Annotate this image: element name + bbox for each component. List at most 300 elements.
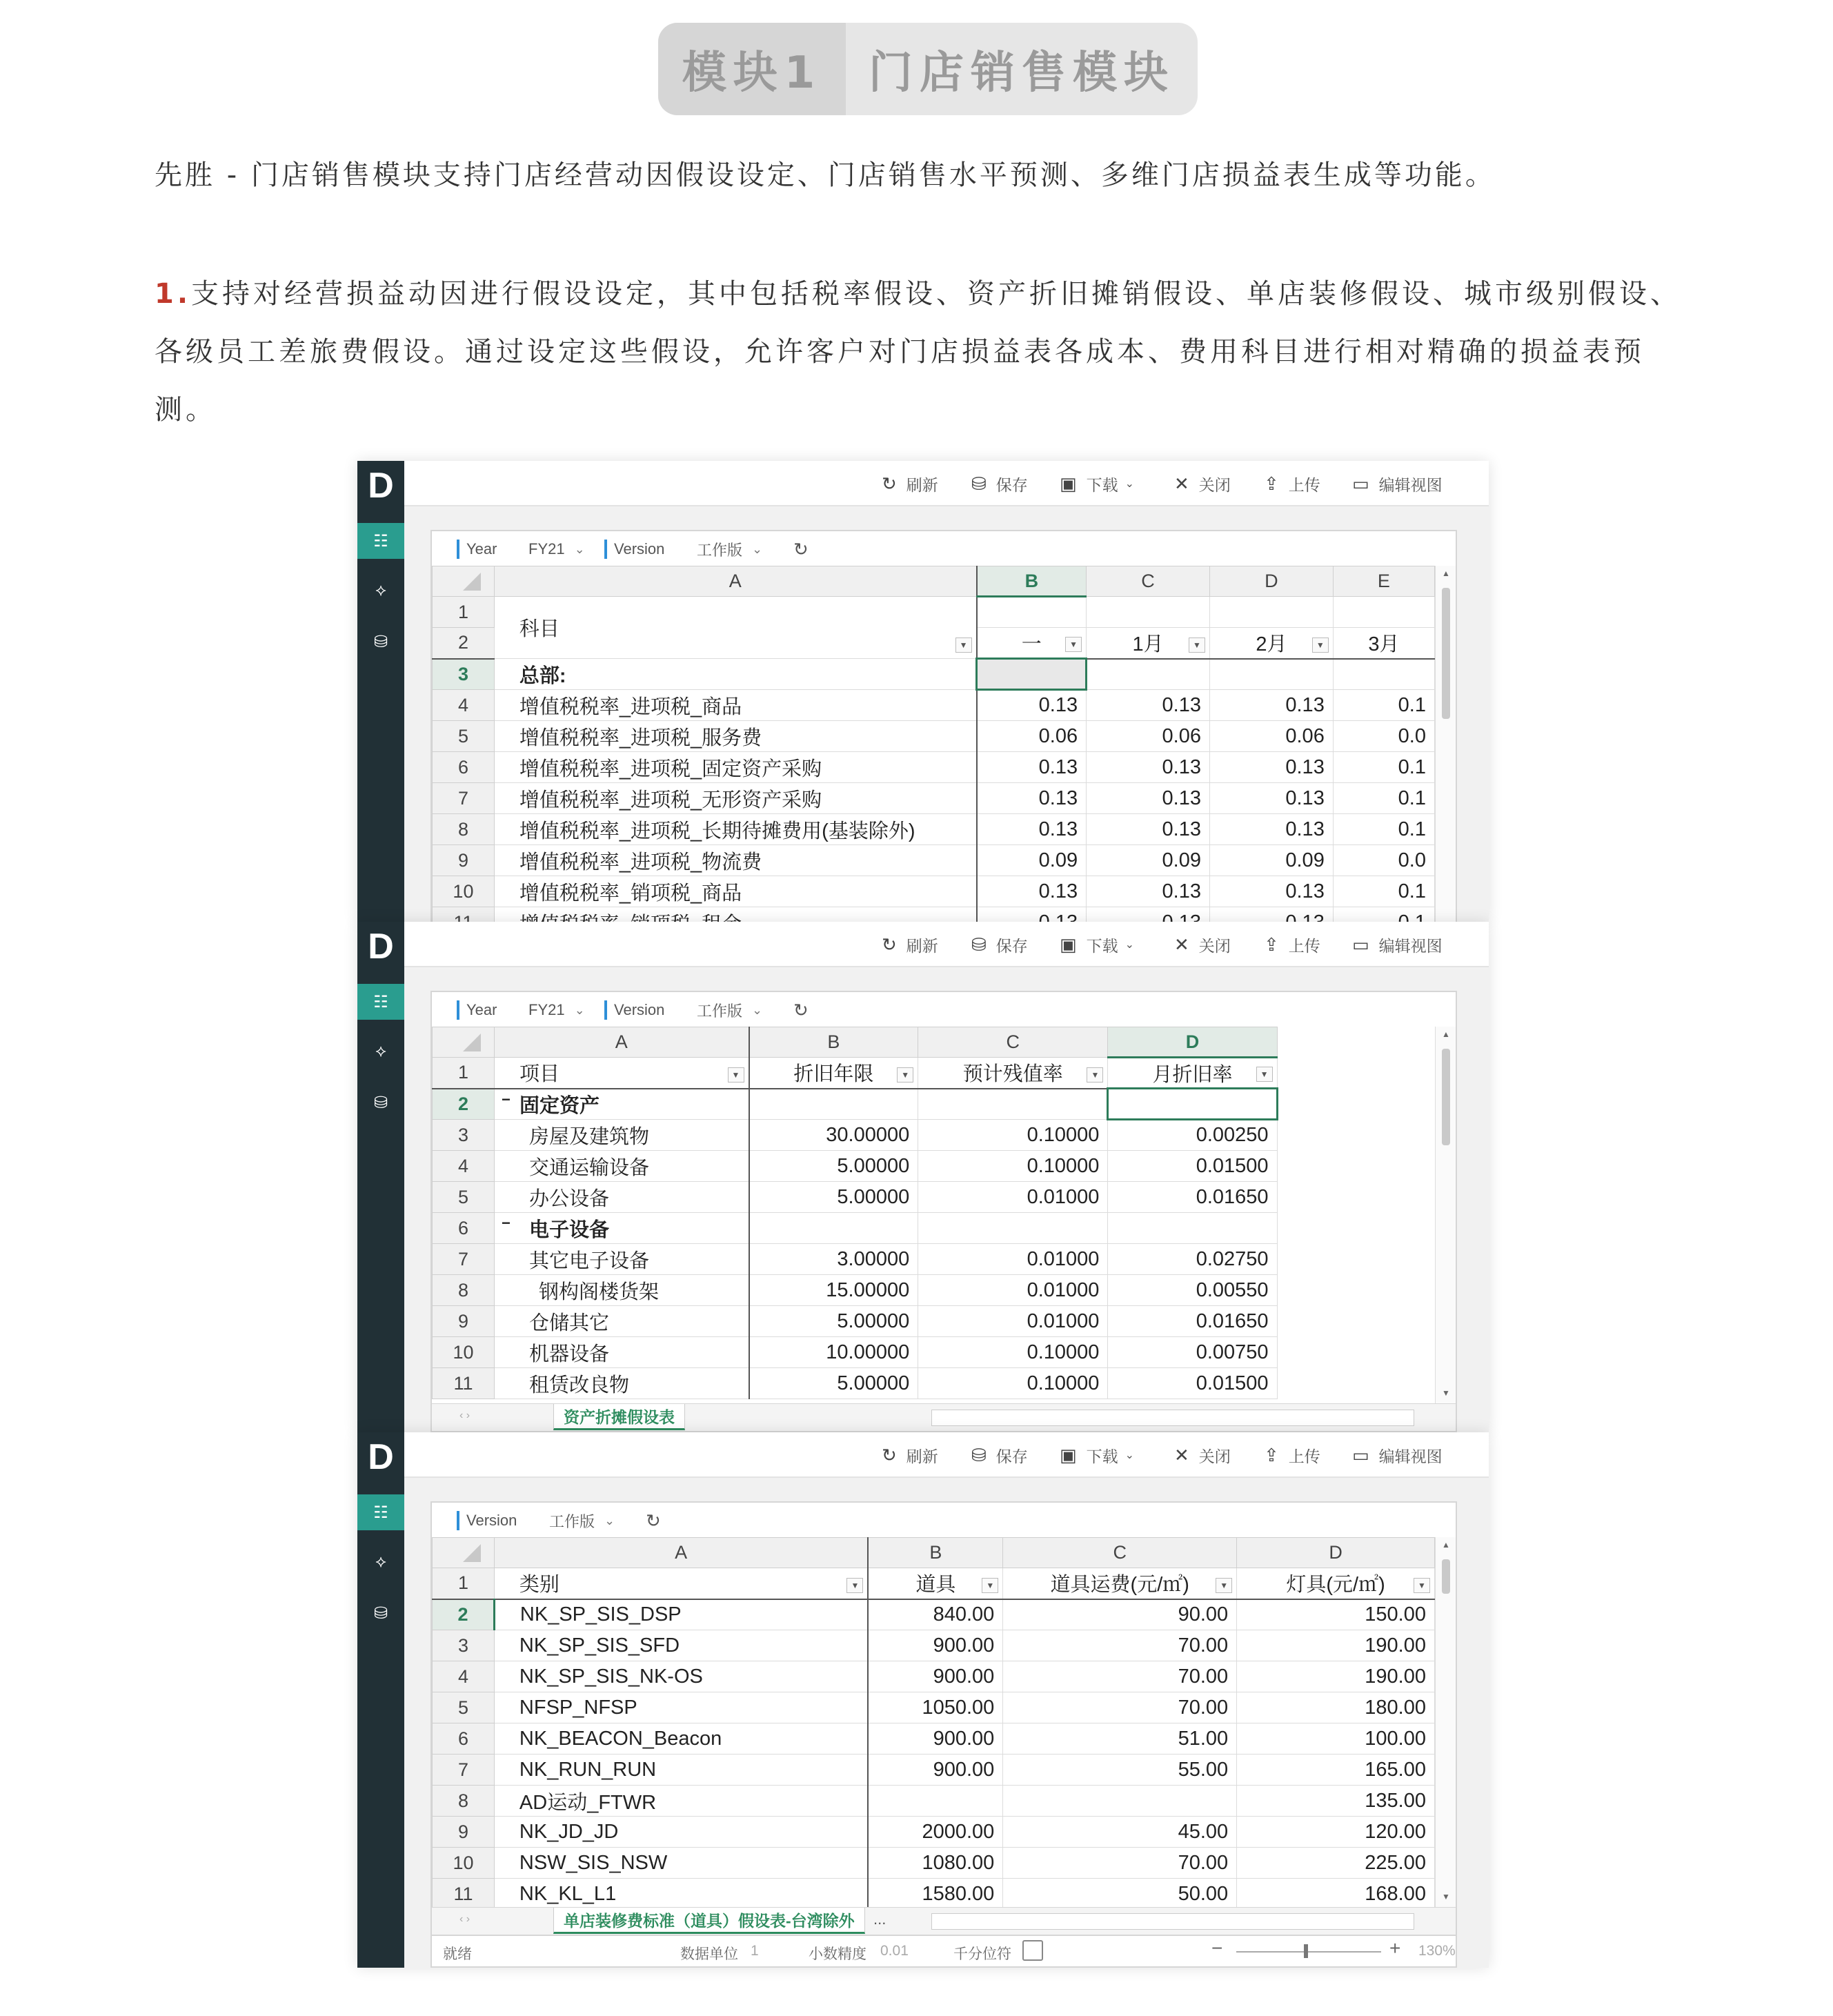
value-cell[interactable]: 1080.00 <box>868 1848 1002 1879</box>
empty-cell <box>1277 1213 1434 1244</box>
value-cell[interactable]: 900.00 <box>868 1755 1002 1786</box>
value-cell[interactable] <box>1003 1786 1237 1817</box>
save-button[interactable]: ⛁ 保存 <box>971 1444 1028 1465</box>
reload-icon[interactable]: ↻ <box>646 1510 661 1531</box>
upload-button[interactable]: ⇪ 上传 <box>1264 1444 1320 1465</box>
field-header[interactable]: 类别 ▼ <box>494 1568 868 1599</box>
table-row <box>433 1275 1435 1306</box>
value-cell[interactable]: 0.00750 <box>1108 1337 1277 1368</box>
value-cell[interactable]: 10.00000 <box>749 1337 918 1368</box>
flow-icon[interactable]: ⟡ <box>375 1552 386 1571</box>
row-header[interactable]: 7 <box>433 783 495 814</box>
edit-view-button[interactable]: ▭ 编辑视图 <box>1352 473 1443 494</box>
reload-icon[interactable]: ↻ <box>793 538 809 560</box>
chevron-down-icon: ⌄ <box>604 1513 615 1528</box>
refresh-button[interactable]: ↻ 刷新 <box>882 1444 938 1465</box>
horizontal-scrollbar[interactable] <box>931 1913 1414 1930</box>
toolbar <box>404 1432 1489 1478</box>
value-cell[interactable]: 135.00 <box>1237 1786 1435 1817</box>
year-label: Year <box>457 1000 497 1020</box>
value-cell[interactable]: 2000.00 <box>868 1817 1002 1848</box>
table-row <box>433 1151 1435 1182</box>
col-header-b[interactable]: B <box>749 1027 918 1058</box>
value-cell[interactable]: 0.0 <box>1333 721 1434 752</box>
row-label-text: 仓储其它 <box>528 1312 609 1334</box>
value-cell[interactable]: 0.10000 <box>918 1120 1108 1151</box>
value-cell[interactable]: 0.01000 <box>918 1182 1108 1213</box>
table-row <box>433 1120 1435 1151</box>
row-label[interactable]: NK_SP_SIS_SFD <box>494 1630 868 1661</box>
row-header[interactable]: 8 <box>433 814 495 845</box>
row-header[interactable]: 4 <box>433 1661 495 1692</box>
value-cell[interactable]: 5.00000 <box>749 1151 918 1182</box>
field-header[interactable]: 折旧年限 ▼ <box>749 1058 918 1089</box>
zoom-slider[interactable] <box>1236 1951 1381 1953</box>
refresh-button[interactable]: ↻ 刷新 <box>882 933 938 955</box>
value-cell[interactable]: 0.06 <box>1209 721 1333 752</box>
col-header-a[interactable]: A <box>494 566 976 597</box>
value-cell[interactable]: 0.13 <box>1087 690 1210 721</box>
field-header[interactable]: 道具 ▼ <box>868 1568 1002 1599</box>
unit-select[interactable]: 1 <box>751 1943 759 1959</box>
month-header[interactable]: 3月 <box>1333 628 1434 659</box>
row-label[interactable]: 增值税税率_进项税_固定资产采购 <box>494 752 976 783</box>
value-cell[interactable]: 1580.00 <box>868 1879 1002 1910</box>
row-label[interactable]: NK_JD_JD <box>494 1817 868 1848</box>
corner-cell[interactable] <box>433 1027 495 1058</box>
filter-dropdown-icon[interactable]: ▼ <box>897 1067 913 1083</box>
row-label[interactable] <box>494 1182 749 1213</box>
chevron-down-icon: ⌄ <box>752 542 763 556</box>
value-cell[interactable] <box>1209 659 1333 690</box>
row-label[interactable] <box>494 1306 749 1337</box>
col-header-d[interactable]: D <box>1237 1538 1435 1568</box>
value-cell[interactable]: 0.01000 <box>918 1306 1108 1337</box>
row-label[interactable] <box>494 1368 749 1399</box>
value-cell[interactable]: 3.00000 <box>749 1244 918 1275</box>
row-header[interactable]: 11 <box>433 1368 495 1399</box>
vertical-scrollbar[interactable]: ▲ ▼ <box>1435 1027 1456 1403</box>
value-cell[interactable]: 15.00000 <box>749 1275 918 1306</box>
refresh-icon: ↻ <box>882 1444 897 1465</box>
row-header[interactable]: 9 <box>433 845 495 876</box>
row-label-text: 钢构阁楼货架 <box>538 1281 659 1303</box>
value-cell[interactable]: 30.00000 <box>749 1120 918 1151</box>
table-row <box>433 1306 1435 1337</box>
row-label[interactable]: 增值税税率_进项税_服务费 <box>494 721 976 752</box>
value-cell[interactable]: 0.13 <box>977 814 1087 845</box>
value-cell[interactable]: 0.09 <box>1209 845 1333 876</box>
table-row <box>433 1723 1435 1755</box>
table-row <box>433 1244 1435 1275</box>
value-cell[interactable]: 0.13 <box>1087 814 1210 845</box>
col-header-b[interactable]: B <box>868 1538 1002 1568</box>
row-label[interactable] <box>494 1244 749 1275</box>
value-cell[interactable]: 165.00 <box>1237 1755 1435 1786</box>
edit-view-button[interactable]: ▭ 编辑视图 <box>1352 933 1443 955</box>
edit-view-button[interactable]: ▭ 编辑视图 <box>1352 1444 1443 1465</box>
row-label-text: 房屋及建筑物 <box>528 1125 649 1148</box>
row-label[interactable]: NFSP_NFSP <box>494 1692 868 1723</box>
flow-icon[interactable]: ⟡ <box>375 581 386 600</box>
row-label[interactable] <box>494 1275 749 1306</box>
row-header[interactable]: 5 <box>433 721 495 752</box>
value-cell[interactable]: 70.00 <box>1003 1848 1237 1879</box>
value-cell[interactable] <box>1333 659 1434 690</box>
year-select[interactable]: FY21 ⌄ <box>528 540 585 557</box>
row-label[interactable] <box>494 1120 749 1151</box>
value-cell[interactable]: 0.13 <box>977 876 1087 907</box>
value-cell[interactable]: 5.00000 <box>749 1306 918 1337</box>
value-cell[interactable]: 0.13 <box>1087 752 1210 783</box>
subject-header[interactable]: 科目 ▼ <box>494 597 976 659</box>
value-cell[interactable]: 0.10000 <box>918 1337 1108 1368</box>
value-cell[interactable]: 900.00 <box>868 1630 1002 1661</box>
row-header[interactable]: 3 <box>433 1630 495 1661</box>
value-cell[interactable]: 0.0 <box>1333 845 1434 876</box>
row-header[interactable]: 10 <box>433 1848 495 1879</box>
field-header[interactable]: 灯具(元/㎡) ▼ <box>1237 1568 1435 1599</box>
screenshot-depreciation-assumptions <box>357 922 1489 1432</box>
value-cell[interactable] <box>1108 1213 1277 1244</box>
refresh-button[interactable]: ↻ 刷新 <box>882 473 938 494</box>
row-label-text: 交通运输设备 <box>528 1156 649 1179</box>
empty-cell <box>1277 1337 1434 1368</box>
data-icon[interactable]: ⛁ <box>373 632 388 651</box>
database-icon: ⛁ <box>971 1444 987 1465</box>
value-cell[interactable]: 100.00 <box>1237 1723 1435 1755</box>
filter-dropdown-icon[interactable]: ▼ <box>846 1578 863 1593</box>
form-icon[interactable]: ☷ <box>357 1494 404 1530</box>
row-header[interactable]: 8 <box>433 1275 495 1306</box>
col-header-a[interactable]: A <box>494 1538 868 1568</box>
selector-bar <box>432 531 1456 566</box>
row-header[interactable]: 4 <box>433 1151 495 1182</box>
row-label[interactable] <box>494 1151 749 1182</box>
value-cell[interactable]: 0.13 <box>1087 783 1210 814</box>
value-cell[interactable]: 0.13 <box>1209 752 1333 783</box>
collapse-icon[interactable]: − <box>501 1214 511 1232</box>
version-label: Version <box>457 1511 517 1530</box>
col-header-a[interactable]: A <box>494 1027 749 1058</box>
field-header[interactable]: 项目 ▼ <box>494 1058 749 1089</box>
form-icon[interactable]: ☷ <box>357 523 404 559</box>
row-label[interactable]: AD运动_FTWR <box>494 1786 868 1817</box>
close-button[interactable]: ✕ 关闭 <box>1174 473 1231 494</box>
value-cell[interactable]: 225.00 <box>1237 1848 1435 1879</box>
value-cell[interactable]: 0.00550 <box>1108 1275 1277 1306</box>
value-cell[interactable]: 0.1 <box>1333 783 1434 814</box>
reload-icon[interactable]: ↻ <box>793 999 809 1020</box>
filter-dropdown-icon[interactable]: ▼ <box>1216 1578 1232 1593</box>
col-header-d[interactable]: D <box>1209 566 1333 597</box>
value-cell[interactable]: 0.06 <box>977 721 1087 752</box>
col-header-c[interactable]: C <box>1087 566 1210 597</box>
value-cell[interactable]: 840.00 <box>868 1599 1002 1630</box>
monitor-icon: ▭ <box>1352 933 1369 955</box>
value-cell[interactable]: 0.13 <box>1209 814 1333 845</box>
filter-dropdown-icon[interactable]: ▼ <box>1414 1578 1430 1593</box>
value-cell[interactable] <box>977 659 1087 690</box>
row-label[interactable]: NK_RUN_RUN <box>494 1755 868 1786</box>
thousands-checkbox[interactable] <box>1022 1940 1043 1961</box>
data-icon[interactable]: ⛁ <box>373 1603 388 1623</box>
grid <box>432 1537 1435 1907</box>
empty-cell <box>1277 1275 1434 1306</box>
database-icon: ⛁ <box>971 473 987 494</box>
value-cell[interactable]: 0.01500 <box>1108 1368 1277 1399</box>
save-button[interactable]: ⛁ 保存 <box>971 933 1028 955</box>
precision-label: 小数精度 <box>809 1946 866 1962</box>
col-header-e[interactable]: E <box>1333 566 1434 597</box>
value-cell[interactable]: 0.01650 <box>1108 1182 1277 1213</box>
value-cell[interactable]: 0.1 <box>1333 814 1434 845</box>
row-header[interactable]: 6 <box>433 752 495 783</box>
close-icon: ✕ <box>1174 473 1189 494</box>
filter-dropdown-icon[interactable]: ▼ <box>955 638 972 653</box>
value-cell[interactable]: 0.10000 <box>918 1368 1108 1399</box>
value-cell[interactable]: 1050.00 <box>868 1692 1002 1723</box>
table-row <box>433 1755 1435 1786</box>
sheet-tab-bar <box>432 1403 1456 1431</box>
value-cell[interactable]: 180.00 <box>1237 1692 1435 1723</box>
row-label[interactable] <box>494 1089 749 1120</box>
row-header[interactable]: 9 <box>433 1817 495 1848</box>
row-label[interactable]: NK_KL_L1 <box>494 1879 868 1910</box>
sidebar <box>357 1432 404 1968</box>
value-cell[interactable]: 0.10000 <box>918 1151 1108 1182</box>
value-cell[interactable]: 50.00 <box>1003 1879 1237 1910</box>
row-header[interactable]: 11 <box>433 1879 495 1910</box>
more-tabs-icon[interactable]: ... <box>873 1910 886 1928</box>
module-badge <box>658 23 1198 115</box>
filter-dropdown-icon[interactable]: ▼ <box>728 1067 744 1083</box>
upload-button[interactable]: ⇪ 上传 <box>1264 933 1320 955</box>
table-row <box>433 1213 1435 1244</box>
row-label-text: 其它电子设备 <box>528 1249 649 1272</box>
value-cell[interactable]: 900.00 <box>868 1661 1002 1692</box>
value-cell[interactable] <box>1087 659 1210 690</box>
sheet-tab[interactable]: 单店装修费标准（道具）假设表-台湾除外 <box>553 1908 865 1934</box>
value-cell[interactable]: 90.00 <box>1003 1599 1237 1630</box>
value-cell[interactable] <box>749 1089 918 1120</box>
value-cell[interactable]: 51.00 <box>1003 1723 1237 1755</box>
zoom-out-icon[interactable]: − <box>1211 1937 1223 1959</box>
collapse-icon[interactable]: − <box>501 1090 511 1108</box>
value-cell[interactable]: 70.00 <box>1003 1630 1237 1661</box>
zoom-slider-handle[interactable] <box>1304 1944 1308 1958</box>
flow-icon[interactable]: ⟡ <box>375 1042 386 1060</box>
download-button[interactable]: ▣ 下载 ⌄ <box>1060 1444 1134 1465</box>
value-cell[interactable]: 0.00250 <box>1108 1120 1277 1151</box>
row-label[interactable]: NK_SP_SIS_NK-OS <box>494 1661 868 1692</box>
value-cell[interactable] <box>868 1786 1002 1817</box>
horizontal-scrollbar[interactable] <box>931 1410 1414 1426</box>
zoom-in-icon[interactable]: + <box>1389 1937 1401 1959</box>
value-cell[interactable]: 0.13 <box>1209 783 1333 814</box>
app-logo: D <box>368 1437 394 1477</box>
row-header[interactable]: 5 <box>433 1692 495 1723</box>
row-header[interactable]: 5 <box>433 1182 495 1213</box>
value-cell[interactable]: 150.00 <box>1237 1599 1435 1630</box>
row-label-text: 办公设备 <box>528 1187 609 1210</box>
version-select[interactable]: 工作版 ⌄ <box>549 1512 615 1530</box>
month-header[interactable]: 2月 ▼ <box>1209 628 1333 659</box>
value-cell[interactable]: 0.01000 <box>918 1244 1108 1275</box>
value-cell[interactable]: 0.1 <box>1333 690 1434 721</box>
row-label[interactable]: 增值税税率_进项税_长期待摊费用(基装除外) <box>494 814 976 845</box>
value-cell[interactable]: 120.00 <box>1237 1817 1435 1848</box>
empty-cell <box>1277 1089 1434 1120</box>
row-label[interactable]: NK_BEACON_Beacon <box>494 1723 868 1755</box>
field-header[interactable]: 月折旧率 ▼ <box>1108 1058 1277 1089</box>
value-cell[interactable]: 5.00000 <box>749 1368 918 1399</box>
value-cell[interactable]: 5.00000 <box>749 1182 918 1213</box>
row-label[interactable]: NK_SP_SIS_DSP <box>494 1599 868 1630</box>
value-cell[interactable]: 0.01500 <box>1108 1151 1277 1182</box>
row-header[interactable]: 10 <box>433 876 495 907</box>
col-header-b[interactable]: B <box>977 566 1087 597</box>
vertical-scrollbar[interactable]: ▲ ▼ <box>1435 1537 1456 1907</box>
save-button[interactable]: ⛁ 保存 <box>971 473 1028 494</box>
floppy-icon: ▣ <box>1060 1444 1077 1465</box>
row-header[interactable]: 1 <box>433 1568 495 1599</box>
filter-dropdown-icon[interactable]: ▼ <box>1065 637 1082 652</box>
point-number: 1. <box>155 278 192 310</box>
row-label[interactable]: 增值税税率_销项税_商品 <box>494 876 976 907</box>
row-label[interactable]: 增值税税率_进项税_无形资产采购 <box>494 783 976 814</box>
row-label[interactable]: 总部: <box>494 659 976 690</box>
sheet-tab[interactable]: 资产折摊假设表 <box>553 1404 685 1430</box>
row-header[interactable]: 10 <box>433 1337 495 1368</box>
row-header[interactable]: 7 <box>433 1755 495 1786</box>
value-cell[interactable] <box>1108 1089 1277 1120</box>
row-header[interactable]: 3 <box>433 1120 495 1151</box>
month-header[interactable]: 1月 ▼ <box>1087 628 1210 659</box>
corner-cell[interactable] <box>433 566 495 597</box>
corner-cell[interactable] <box>433 1538 495 1568</box>
value-cell[interactable]: 168.00 <box>1237 1879 1435 1910</box>
filter-dropdown-icon[interactable]: ▼ <box>1256 1067 1273 1082</box>
upload-button[interactable]: ⇪ 上传 <box>1264 473 1320 494</box>
value-cell[interactable]: 0.01650 <box>1108 1306 1277 1337</box>
close-button[interactable]: ✕ 关闭 <box>1174 933 1231 955</box>
row-label[interactable] <box>494 1213 749 1244</box>
tab-prev-icon[interactable]: ‹ › <box>459 1410 470 1421</box>
row-header[interactable]: 2 <box>433 628 495 659</box>
row-header[interactable]: 7 <box>433 1244 495 1275</box>
grid <box>432 566 1435 942</box>
value-cell[interactable]: 0.13 <box>1209 690 1333 721</box>
data-icon[interactable]: ⛁ <box>373 1093 388 1112</box>
row-header[interactable]: 2 <box>433 1089 495 1120</box>
row-header[interactable]: 3 <box>433 659 495 690</box>
row-header[interactable]: 2 <box>433 1599 495 1630</box>
database-icon: ⛁ <box>971 933 987 955</box>
row-header[interactable]: 1 <box>433 1058 495 1089</box>
empty-cell <box>1277 1244 1434 1275</box>
filter-dropdown-icon[interactable]: ▼ <box>1087 1067 1103 1083</box>
value-cell[interactable]: 0.01000 <box>918 1275 1108 1306</box>
value-cell[interactable]: 45.00 <box>1003 1817 1237 1848</box>
vertical-scrollbar[interactable]: ▲ <box>1435 566 1456 942</box>
field-header[interactable]: 道具运费(元/㎡) ▼ <box>1003 1568 1237 1599</box>
download-button[interactable]: ▣ 下载 ⌄ <box>1060 473 1134 494</box>
row-label[interactable]: NSW_SIS_NSW <box>494 1848 868 1879</box>
screenshot-tax-assumptions <box>357 461 1489 922</box>
intro-text: 先胜 - 门店销售模块支持门店经营动因假设设定、门店销售水平预测、多维门店损益表生成等功能。 <box>155 159 1496 191</box>
col-header-c[interactable]: C <box>1003 1538 1237 1568</box>
value-cell[interactable] <box>918 1213 1108 1244</box>
month-header[interactable]: 一 ▼ <box>977 628 1087 659</box>
value-cell[interactable]: 190.00 <box>1237 1630 1435 1661</box>
table-row <box>433 876 1435 907</box>
chevron-down-icon: ⌄ <box>752 1002 763 1017</box>
close-button[interactable]: ✕ 关闭 <box>1174 1444 1231 1465</box>
value-cell[interactable]: 70.00 <box>1003 1661 1237 1692</box>
download-button[interactable]: ▣ 下载 ⌄ <box>1060 933 1134 955</box>
row-header[interactable]: 8 <box>433 1786 495 1817</box>
row-header[interactable]: 6 <box>433 1213 495 1244</box>
precision-select[interactable]: 0.01 <box>880 1943 909 1959</box>
value-cell[interactable]: 0.13 <box>1209 876 1333 907</box>
value-cell[interactable]: 0.1 <box>1333 752 1434 783</box>
year-select[interactable]: FY21 ⌄ <box>528 1001 585 1018</box>
row-label[interactable] <box>494 1337 749 1368</box>
row-header[interactable]: 6 <box>433 1723 495 1755</box>
form-icon[interactable]: ☷ <box>357 984 404 1020</box>
row-header[interactable]: 9 <box>433 1306 495 1337</box>
row-header[interactable]: 4 <box>433 690 495 721</box>
value-cell[interactable]: 0.09 <box>1087 845 1210 876</box>
value-cell[interactable]: 900.00 <box>868 1723 1002 1755</box>
value-cell[interactable]: 0.13 <box>977 690 1087 721</box>
col-header-d[interactable]: D <box>1108 1027 1277 1058</box>
tab-prev-icon[interactable]: ‹ › <box>459 1913 470 1925</box>
toolbar <box>404 461 1489 506</box>
value-cell[interactable]: 55.00 <box>1003 1755 1237 1786</box>
filter-dropdown-icon[interactable]: ▼ <box>1312 638 1329 653</box>
filter-dropdown-icon[interactable]: ▼ <box>982 1578 998 1593</box>
value-cell[interactable]: 0.13 <box>1087 876 1210 907</box>
value-cell[interactable]: 0.1 <box>1333 876 1434 907</box>
field-header[interactable]: 预计残值率 ▼ <box>918 1058 1108 1089</box>
value-cell[interactable]: 190.00 <box>1237 1661 1435 1692</box>
chevron-down-icon: ⌄ <box>574 1002 585 1017</box>
value-cell[interactable]: 0.02750 <box>1108 1244 1277 1275</box>
value-cell[interactable]: 0.06 <box>1087 721 1210 752</box>
feature-point <box>155 265 1700 439</box>
value-cell[interactable]: 0.09 <box>977 845 1087 876</box>
value-cell[interactable]: 70.00 <box>1003 1692 1237 1723</box>
row-header[interactable]: 1 <box>433 597 495 628</box>
filter-dropdown-icon[interactable]: ▼ <box>1189 638 1205 653</box>
row-label[interactable]: 增值税税率_进项税_物流费 <box>494 845 976 876</box>
table-row <box>433 1661 1435 1692</box>
table-row <box>433 690 1435 721</box>
row-label[interactable]: 增值税税率_进项税_商品 <box>494 690 976 721</box>
value-cell[interactable]: 0.13 <box>977 783 1087 814</box>
version-select[interactable]: 工作版 ⌄ <box>697 1002 763 1020</box>
module-title: 门店销售模块 <box>869 48 1175 99</box>
value-cell[interactable] <box>749 1213 918 1244</box>
table-row <box>433 1337 1435 1368</box>
table-row <box>433 1879 1435 1910</box>
col-header-c[interactable]: C <box>918 1027 1108 1058</box>
value-cell[interactable] <box>918 1089 1108 1120</box>
value-cell[interactable]: 0.13 <box>977 752 1087 783</box>
version-select[interactable]: 工作版 ⌄ <box>697 541 763 559</box>
